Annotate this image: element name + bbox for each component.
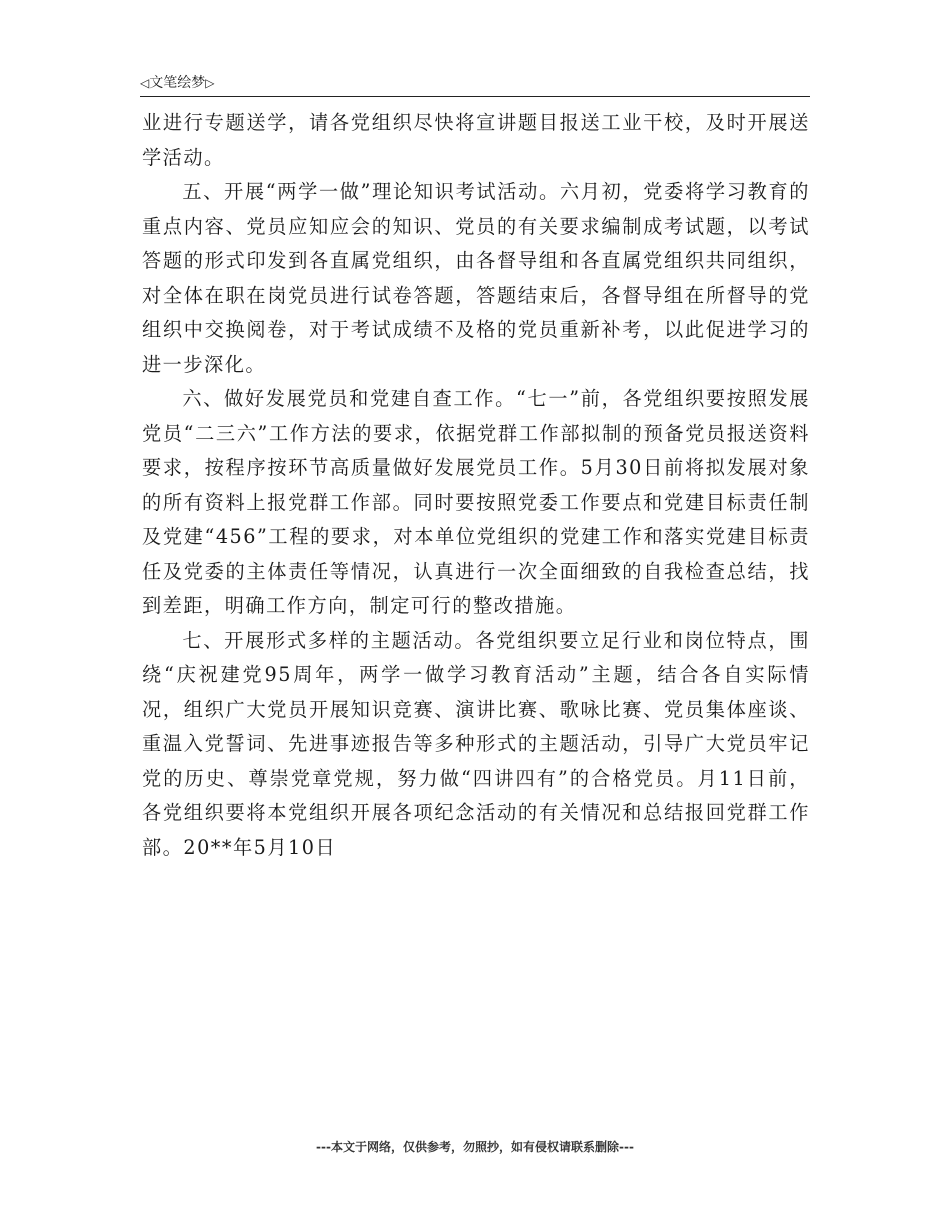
- left-triangle-icon: ◁: [140, 76, 150, 90]
- right-triangle-icon: ▷: [205, 76, 215, 90]
- header-logo: [140, 74, 214, 92]
- paragraph-item-5: 五、开展“两学一做”理论知识考试活动。六月初，党委将学习教育的重点内容、党员应知应会的知识、党员的有关要求编制成考试题，以考试答题的形式印发到各直属党组织，由各督导组和各直属党组织共同组织，对全体在职在岗党员进行试卷答题，答题结束后，各督导组在所督导的党组织中交换阅卷，对于考试成绩不及格的党员重新补考，以此促进学习的进一步深化。: [142, 180, 810, 376]
- paragraph-continuation: 业进行专题送学，请各党组织尽快将宣讲题目报送工业干校，及时开展送学活动。: [142, 111, 810, 169]
- document-body: [142, 106, 810, 865]
- header-logo-text: 文笔绘梦: [149, 75, 206, 91]
- paragraph-item-7: 七、开展形式多样的主题活动。各党组织要立足行业和岗位特点，围绕“庆祝建党95周年，两学一做学习教育活动”主题，结合各自实际情况，组织广大党员开展知识竞赛、演讲比赛、歌咏比赛、党员集体座谈、重温入党誓词、先进事迹报告等多种形式的主题活动，引导广大党员牢记党的历史、尊崇党章党规，努力做“四讲四有”的合格党员。月11日前，各党组织要将本党组织开展各项纪念活动的有关情况和总结报回党群工作部。20**年5月10日: [142, 628, 810, 859]
- page-footer-disclaimer: ---本文于网络，仅供参考，勿照抄，如有侵权请联系删除---: [316, 1140, 634, 1154]
- page-header: [140, 74, 810, 97]
- paragraph-item-6: 六、做好发展党员和党建自查工作。“七一”前，各党组织要按照发展党员“二三六”工作方法的要求，依据党群工作部拟制的预备党员报送资料要求，按程序按环节高质量做好发展党员工作。5月30日前将拟发展对象的所有资料上报党群工作部。同时要按照党委工作要点和党建目标责任制及党建“456”工程的要求，对本单位党组织的党建工作和落实党建目标责任及党委的主体责任等情况，认真进行一次全面细致的自我检查总结，找到差距，明确工作方向，制定可行的整改措施。: [142, 387, 810, 617]
